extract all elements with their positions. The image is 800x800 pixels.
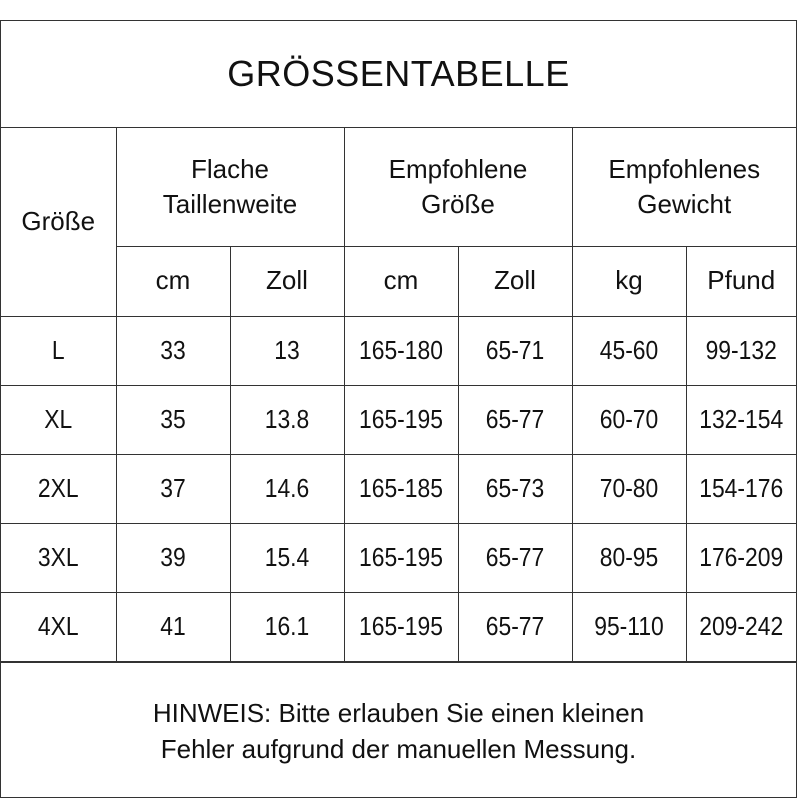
table-cell: 41 bbox=[123, 592, 223, 661]
table-cell: 14.6 bbox=[237, 454, 337, 523]
table-cell: 33 bbox=[123, 316, 223, 385]
size-cell: 3XL bbox=[8, 523, 109, 592]
size-cell: L bbox=[8, 316, 109, 385]
unit-cell: cm bbox=[344, 246, 458, 316]
table-cell: 60-70 bbox=[579, 385, 679, 454]
table-cell: 65-77 bbox=[465, 523, 565, 592]
table-cell: 165-195 bbox=[351, 592, 451, 661]
table-cell: 209-242 bbox=[693, 592, 790, 661]
unit-row bbox=[1, 246, 796, 316]
table-cell: 165-195 bbox=[351, 523, 451, 592]
table-cell: 45-60 bbox=[579, 316, 679, 385]
header-weight bbox=[572, 128, 796, 246]
unit-cell: cm bbox=[116, 246, 230, 316]
header-height-line1: Empfohlene bbox=[388, 153, 528, 184]
size-cell: 4XL bbox=[8, 592, 109, 661]
size-chart-frame bbox=[0, 20, 797, 798]
table-cell: 165-195 bbox=[351, 385, 451, 454]
header-size bbox=[1, 128, 116, 316]
table-cell: 95-110 bbox=[579, 592, 679, 661]
unit-cell: Zoll bbox=[458, 246, 572, 316]
measurement-note bbox=[1, 662, 796, 797]
header-height-line2: Größe bbox=[421, 188, 495, 219]
table-row bbox=[1, 385, 796, 454]
table-cell: 154-176 bbox=[693, 454, 790, 523]
table-cell: 70-80 bbox=[579, 454, 679, 523]
unit-cell: Zoll bbox=[230, 246, 344, 316]
table-cell: 39 bbox=[123, 523, 223, 592]
table-cell: 35 bbox=[123, 385, 223, 454]
table-row bbox=[1, 316, 796, 385]
table-cell: 80-95 bbox=[579, 523, 679, 592]
table-cell: 65-77 bbox=[465, 592, 565, 661]
header-weight-line1: Empfohlenes bbox=[608, 153, 761, 184]
table-cell: 13.8 bbox=[237, 385, 337, 454]
unit-cell: Pfund bbox=[686, 246, 796, 316]
table-cell: 165-180 bbox=[351, 316, 451, 385]
note-line-1: HINWEIS: Bitte erlauben Sie einen kleinen bbox=[152, 697, 645, 728]
table-cell: 132-154 bbox=[693, 385, 790, 454]
header-waist-line2: Taillenweite bbox=[162, 188, 298, 219]
header-waist-line1: Flache bbox=[190, 153, 270, 184]
header-size-label: Größe bbox=[21, 206, 96, 237]
table-cell: 16.1 bbox=[237, 592, 337, 661]
chart-title: GRÖSSENTABELLE bbox=[1, 21, 796, 128]
table-row bbox=[1, 523, 796, 592]
table-cell: 37 bbox=[123, 454, 223, 523]
header-row bbox=[1, 128, 796, 246]
table-cell: 176-209 bbox=[693, 523, 790, 592]
header-waist bbox=[116, 128, 344, 246]
size-cell: XL bbox=[8, 385, 109, 454]
table-cell: 65-71 bbox=[465, 316, 565, 385]
note-line-2: Fehler aufgrund der manuellen Messung. bbox=[160, 734, 637, 764]
table-cell: 65-77 bbox=[465, 385, 565, 454]
size-cell: 2XL bbox=[8, 454, 109, 523]
table-row bbox=[1, 454, 796, 523]
table-cell: 165-185 bbox=[351, 454, 451, 523]
table-row bbox=[1, 592, 796, 661]
header-height bbox=[344, 128, 572, 246]
table-cell: 13 bbox=[237, 316, 337, 385]
unit-cell: kg bbox=[572, 246, 686, 316]
table-cell: 99-132 bbox=[693, 316, 790, 385]
table-cell: 65-73 bbox=[465, 454, 565, 523]
size-table bbox=[1, 128, 796, 662]
table-cell: 15.4 bbox=[237, 523, 337, 592]
header-weight-line2: Gewicht bbox=[637, 188, 732, 219]
